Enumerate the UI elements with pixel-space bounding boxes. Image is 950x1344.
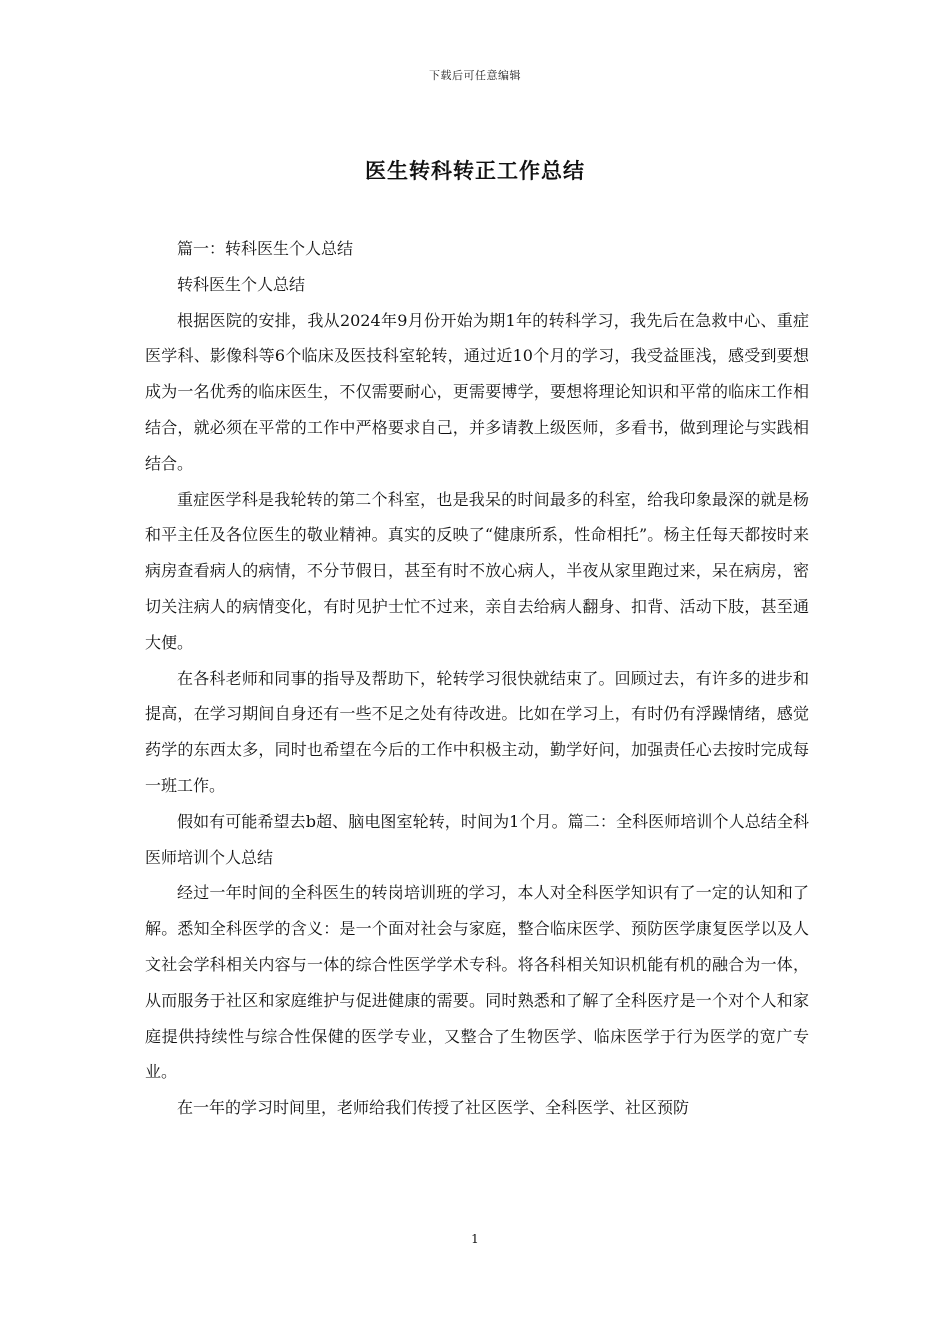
- paragraph: 在一年的学习时间里，老师给我们传授了社区医学、全科医学、社区预防: [177, 1098, 690, 1118]
- page-number: 1: [471, 1232, 479, 1246]
- paragraph-section-heading-1: 篇一：转科医生个人总结: [177, 239, 354, 258]
- paragraph: 假如有可能希望去b超、脑电图室轮转，时间为1个月。篇二：全科医师培训个人总结全科医师培训个人总结: [145, 811, 809, 867]
- paragraph: 经过一年时间的全科医生的转岗培训班的学习，本人对全科医学知识有了一定的认知和了解。悉知全科医学的含义：是一个面对社会与家庭，整合临床医学、预防医学康复医学以及人文社会学科相关内容与一体的综合性医学学术专科。将各科相关知识机能有机的融合为一体，从而服务于社区和家庭维护与促进健康的需要。同时熟悉和了解了全科医疗是一个对个人和家庭提供持续性与综合性保健的医学专业，又整合了生物医学、临床医学于行为医学的宽广专业。: [145, 883, 809, 1082]
- document-body: [145, 231, 809, 1126]
- header-note: 下载后可任意编辑: [429, 69, 521, 82]
- paragraph: 根据医院的安排，我从2024年9月份开始为期1年的转科学习，我先后在急救中心、重症医学科、影像科等6个临床及医技科室轮转，通过近10个月的学习，我受益匪浅，感受到要想成为一名优秀的临床医生，不仅需要耐心，更需要博学，要想将理论知识和平常的临床工作相结合，就必须在平常的工作中严格要求自己，并多请教上级医师，多看书，做到理论与实践相结合。: [145, 310, 809, 473]
- paragraph-subheading-1: 转科医生个人总结: [177, 274, 306, 294]
- paragraph: 在各科老师和同事的指导及帮助下，轮转学习很快就结束了。回顾过去，有许多的进步和提高，在学习期间自身还有一些不足之处有待改进。比如在学习上，有时仍有浮躁情绪，感觉药学的东西太多，同时也希望在今后的工作中积极主动，勤学好问，加强责任心去按时完成每一班工作。: [145, 668, 809, 795]
- paragraph: 重症医学科是我轮转的第二个科室，也是我呆的时间最多的科室，给我印象最深的就是杨和平主任及各位医生的敬业精神。真实的反映了“健康所系，性命相托”。杨主任每天都按时来病房查看病人的病情，不分节假日，甚至有时不放心病人，半夜从家里跑过来，呆在病房，密切关注病人的病情变化，有时见护士忙不过来，亲自去给病人翻身、扣背、活动下肢，甚至通大便。: [145, 489, 809, 652]
- document-title: 医生转科转正工作总结: [365, 158, 585, 183]
